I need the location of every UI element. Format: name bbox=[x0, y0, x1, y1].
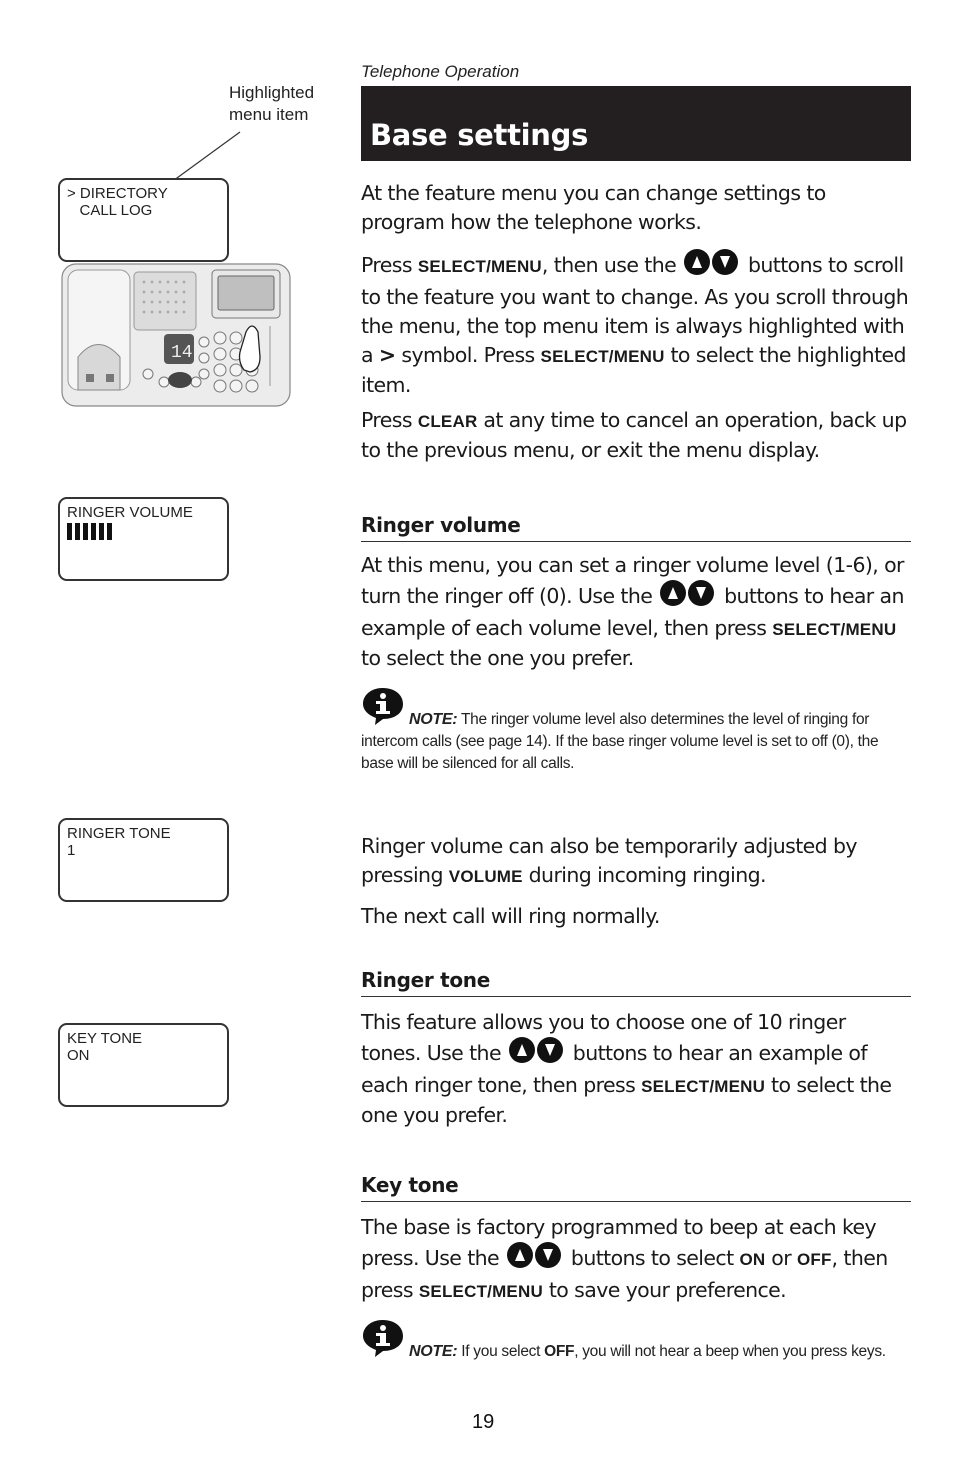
intro-paragraph-2 bbox=[361, 249, 911, 400]
down-arrow-icon bbox=[688, 580, 714, 606]
text-run: Press bbox=[361, 253, 418, 277]
info-icon bbox=[361, 1318, 405, 1358]
ringer-volume-paragraph-3: The next call will ring normally. bbox=[361, 904, 660, 928]
text-run: , then use the bbox=[541, 253, 683, 277]
highlight-symbol: > bbox=[378, 343, 396, 367]
key-select-menu: SELECT/MENU bbox=[417, 257, 542, 276]
up-arrow-icon bbox=[507, 1242, 533, 1268]
lcd-ringer-tone bbox=[58, 818, 229, 902]
lcd-ringer-volume bbox=[58, 497, 229, 581]
heading-ringer-tone: Ringer tone bbox=[361, 968, 911, 997]
nav-arrows-icon bbox=[684, 249, 740, 283]
text-run: symbol. Press bbox=[395, 343, 541, 367]
volume-bar bbox=[83, 523, 88, 540]
ringer-volume-paragraph-1 bbox=[361, 551, 911, 673]
note-text: If you select bbox=[457, 1343, 545, 1360]
text-run: to select the one you prefer. bbox=[361, 1073, 892, 1127]
callout-line-2: menu item bbox=[229, 105, 309, 124]
nav-arrows-icon bbox=[509, 1037, 565, 1071]
key-on: ON bbox=[739, 1250, 766, 1269]
key-select-menu: SELECT/MENU bbox=[772, 620, 897, 639]
text-run: to select the highlighted item. bbox=[361, 343, 906, 397]
up-arrow-icon bbox=[660, 580, 686, 606]
lcd-line: 1 bbox=[67, 842, 76, 859]
svg-text:14: 14 bbox=[171, 343, 193, 363]
volume-bar bbox=[67, 523, 72, 540]
text-run: buttons to hear an example of each volume level, then press bbox=[361, 584, 904, 640]
page-number: 19 bbox=[472, 1411, 495, 1433]
down-arrow-icon bbox=[712, 249, 738, 275]
key-off: OFF bbox=[796, 1250, 832, 1269]
nav-arrows-icon bbox=[660, 580, 716, 614]
text-run: buttons to hear an example of each ringer tone, then press bbox=[361, 1041, 867, 1097]
down-arrow-icon bbox=[537, 1037, 563, 1063]
lcd-line: KEY TONE bbox=[67, 1030, 143, 1047]
callout-line-1: Highlighted bbox=[229, 83, 315, 102]
volume-level-bars bbox=[67, 523, 220, 540]
volume-bar bbox=[91, 523, 96, 540]
key-select-menu: SELECT/MENU bbox=[418, 1282, 543, 1301]
ringer-volume-paragraph-2 bbox=[361, 832, 911, 891]
lcd-directory bbox=[58, 178, 229, 262]
text-run: at any time to cancel an operation, back up to the previous menu, or exit the menu display. bbox=[361, 408, 907, 462]
note-key-tone bbox=[361, 1318, 911, 1363]
volume-bar bbox=[75, 523, 80, 540]
up-arrow-icon bbox=[509, 1037, 535, 1063]
lcd-line: CALL LOG bbox=[67, 202, 153, 219]
lcd-line: RINGER VOLUME bbox=[67, 504, 193, 521]
ringer-tone-paragraph bbox=[361, 1008, 911, 1130]
text-run: to save your preference. bbox=[542, 1278, 787, 1302]
volume-bar bbox=[99, 523, 104, 540]
note-label: NOTE: bbox=[409, 1343, 458, 1360]
section-label: Telephone Operation bbox=[361, 62, 520, 81]
callout-label bbox=[229, 82, 314, 126]
down-arrow-icon bbox=[535, 1242, 561, 1268]
intro-paragraph-1: At the feature menu you can change settings to program how the telephone works. bbox=[361, 181, 826, 234]
text-run: The base is factory programmed to beep at each key press. Use the bbox=[361, 1215, 877, 1270]
lcd-key-tone bbox=[58, 1023, 229, 1107]
text-run: At this menu, you can set a ringer volume level (1-6), or turn the ringer off (0). Use the bbox=[361, 553, 904, 608]
note-label: NOTE: bbox=[409, 711, 458, 728]
key-volume: VOLUME bbox=[448, 867, 523, 886]
nav-arrows-icon bbox=[507, 1242, 563, 1276]
heading-key-tone: Key tone bbox=[361, 1173, 911, 1202]
text-run: Press bbox=[361, 408, 418, 432]
text-run: This feature allows you to choose one of 10 ringer tones. Use the bbox=[361, 1010, 846, 1065]
title-bar bbox=[361, 86, 911, 161]
up-arrow-icon bbox=[684, 249, 710, 275]
lcd-line: RINGER TONE bbox=[67, 825, 171, 842]
text-run: buttons to scroll to the feature you want to change. As you scroll through the menu, the top menu item is always highlighted with a bbox=[361, 253, 909, 367]
intro-paragraph-3 bbox=[361, 406, 911, 465]
key-select-menu: SELECT/MENU bbox=[641, 1077, 766, 1096]
note-ringer-volume bbox=[361, 686, 911, 775]
info-icon bbox=[361, 686, 405, 726]
key-tone-paragraph bbox=[361, 1213, 911, 1306]
volume-bar bbox=[107, 523, 112, 540]
note-text: The ringer volume level also determines the level of ringing for intercom calls (see page 14). If the base ringer volume level is set to off (0), the base will be silenced for all calls. bbox=[361, 711, 879, 772]
page-title: Base settings bbox=[370, 118, 589, 152]
base-phone-illustration bbox=[60, 262, 292, 408]
text-run: Ringer volume can also be temporarily adjusted by pressing bbox=[361, 834, 857, 887]
lcd-line: ON bbox=[67, 1047, 90, 1064]
text-run: or bbox=[765, 1246, 797, 1270]
heading-ringer-volume: Ringer volume bbox=[361, 513, 911, 542]
text-run: to select the one you prefer. bbox=[361, 646, 634, 670]
lcd-line: > DIRECTORY bbox=[67, 185, 168, 202]
text-run: during incoming ringing. bbox=[522, 863, 766, 887]
text-run: , then press bbox=[361, 1246, 888, 1302]
text-run: buttons to select bbox=[564, 1246, 740, 1270]
key-select-menu: SELECT/MENU bbox=[540, 347, 665, 366]
note-text: , you will not hear a beep when you press keys. bbox=[574, 1343, 886, 1360]
key-off: OFF bbox=[544, 1343, 575, 1360]
key-clear: CLEAR bbox=[417, 412, 478, 431]
